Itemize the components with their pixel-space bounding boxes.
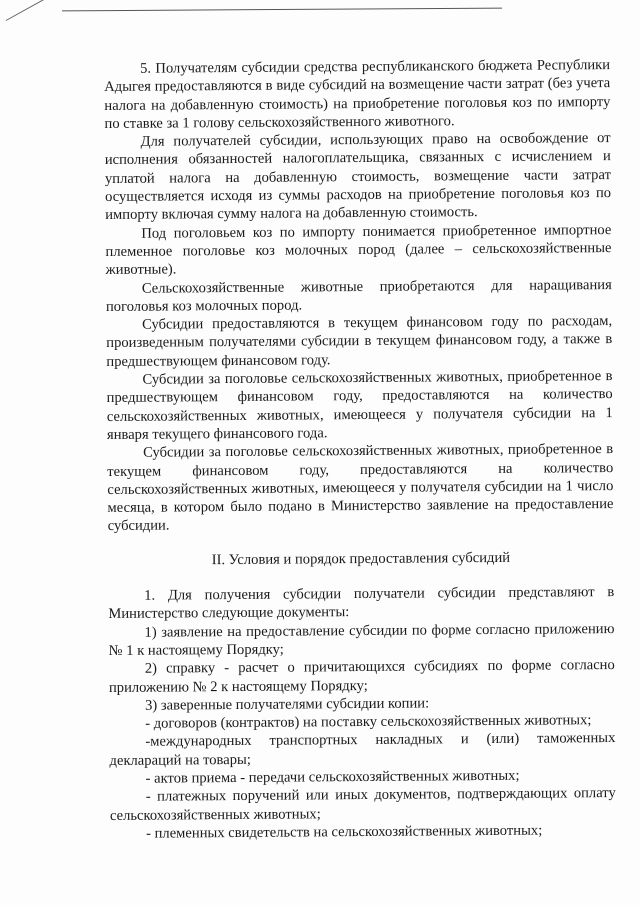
list-item: 1) заявление на предоставление субсидии по форме согласно приложению № 1 к настоящему Порядку; [108, 620, 615, 659]
paragraph: Сельскохозяйственные животные приобретаются для наращивания поголовья коз молочных пород. [105, 276, 612, 315]
paragraph: Субсидии за поголовье сельскохозяйственных животных, приобретенное в предшествующем финансовом году, предоставляются на количество сельскохозяйственных животных, имеющееся у получателя субсидии на 1 января текущего финансового года. [106, 368, 613, 443]
list-item: -международных транспортных накладных и (или) таможенных деклараций на товары; [109, 730, 616, 769]
list-item: - племенных свидетельств на сельскохозяйственных животных; [146, 822, 543, 842]
paragraph: 5. Получателям субсидии средства республиканского бюджета Республики Адыгея предоставляются в виде субсидий на возмещение части затрат (без учета налога на добавленную стоимость) на приобретение поголовья коз по импорту по ставке за 1 голову сельскохозяйственного животного. [104, 57, 611, 132]
scan-artifact-corner [6, 0, 62, 21]
paragraph: Субсидии предоставляются в текущем финансовом году по расходам, произведенным получателями субсидии в текущем финансовом году, а также в предшествующем финансовом году. [106, 313, 613, 370]
paragraph: Для получателей субсидии, использующих право на освобождение от исполнения обязанностей налогоплательщика, связанных с исчислением и уплатой налога на добавленную стоимость, возмещение части затрат осуществляется исходя из суммы расходов на приобретение поголовья коз по импорту включая сумму налога на добавленную стоимость. [104, 130, 612, 224]
section-heading: II. Условия и порядок предоставления субсидий [211, 549, 511, 568]
list-item: 1. Для получения субсидии получатели субсидии представляют в Министерство следующие документы: [108, 584, 615, 623]
paragraph: Субсидии за поголовье сельскохозяйственных животных, приобретенное в текущем финансовом году, предоставляются на количество сельскохозяйственных животных, имеющееся у получателя субсидии на 1 число месяца, в котором было подано в Министерство заявление на предоставление субсидии. [107, 441, 614, 535]
list-item: 3) заверенные получателями субсидии копии: [145, 695, 430, 714]
document-body [104, 56, 616, 843]
list-item: - платежных поручений или иных документов, подтверждающих оплату сельскохозяйственных животных; [109, 785, 616, 824]
list-item: 2) справку - расчет о причитающихся субсидиях по форме согласно приложению № 2 к настоящему Порядку; [108, 657, 615, 696]
list-item: - актов приема - передачи сельскохозяйственных животных; [145, 767, 520, 787]
paragraph: Под поголовьем коз по импорту понимается приобретенное импортное племенное поголовье коз молочных пород (далее – сельскохозяйственные животные). [105, 221, 612, 279]
list-item: - договоров (контрактов) на поставку сельскохозяйственных животных; [145, 712, 592, 732]
scan-artifact-line [62, 8, 502, 12]
